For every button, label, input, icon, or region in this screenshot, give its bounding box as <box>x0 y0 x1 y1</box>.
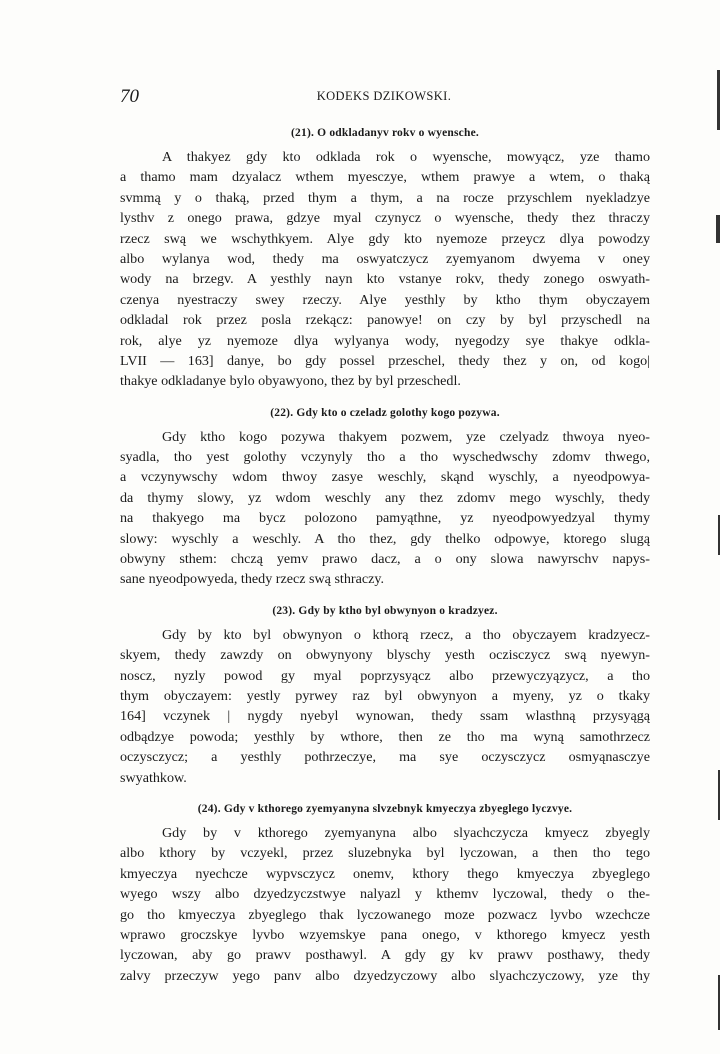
text-line: rzecz swą we wschythkyem. Alye gdy kto nyemoze przeycz dlya powodzy <box>120 230 650 247</box>
text-line: svmmą y o thaką, przed thym a thym, a na rocze przyschlem nyekladzye <box>120 189 650 206</box>
text-line: wprawo groczskye lyvbo wzyemskye pana onego, v kthorego kmyecz yesth <box>120 926 650 943</box>
text-line: A thakyez gdy kto odklada rok o wyensche, mowyącz, yze thamo <box>162 149 650 165</box>
section-title: (23). Gdy by ktho byl obwynyon o kradzyez. <box>272 604 498 617</box>
running-title: KODEKS DZIKOWSKI. <box>316 89 452 103</box>
page-header <box>120 86 648 108</box>
page-number: 70 <box>120 86 139 107</box>
text-line: slowy: wyschly a weschly. A tho thez, gdy thelko odpowye, ktorego slugą <box>120 530 650 547</box>
text-line: LVII — 163] danye, bo gdy possel przeschel, thedy thez y on, od kogo| <box>120 352 650 369</box>
text-line: albo wylanya wod, thedy ma oswyatczycz zyemyanom dwyema v oney <box>120 250 650 267</box>
text-line: thakye odkladanye bylo obyawyono, thez by byl przeschedl. <box>120 373 461 390</box>
text-line: odkladal rok przez posla rzekącz: panowye! on czy by byl przyschedl na <box>120 312 650 329</box>
text-line: a vczynywschy wdom thwoy zasye weschly, skąnd wyschly, a nyeodpowya- <box>120 469 650 486</box>
text-line: na thakyego ma bycz polozono pamyąthne, yz nyeodpowyedzyal thymy <box>120 510 650 527</box>
text-line: thym obyczayem: yestly pyrwey raz byl obwynyon a myeny, yz o tkaky <box>120 687 650 704</box>
text-line: obwyny sthem: chczą yemv prawo dacz, a o ony slowa nawyrschv napys- <box>120 551 650 568</box>
scan-edge-mark <box>716 215 720 243</box>
text-line: go tho kmyeczya zbyeglego thak lyczowanego moze pozwacz lyvbo wzechcze <box>120 906 650 923</box>
text-line: Gdy by v kthorego zyemyanyna albo slyachczycza kmyecz zbyegly <box>162 824 650 841</box>
text-line: lysthv z onego prawa, gdzye myal czynycz o wyensche, thedy thez thraczy <box>120 210 650 227</box>
text-line: odbądzye powoda; yesthly by wthore, then ze tho ma wyną samothrzecz <box>120 728 650 745</box>
section-paragraph <box>120 147 650 392</box>
section-paragraph <box>120 427 650 590</box>
text-line: zalvy przeczyw yego panv albo dzyedzyczowy albo slyachczyczowy, yze thy <box>120 967 650 984</box>
text-line: czenya nyestraczy swey rzeczy. Alye yesthly by ktho thym obyczayem <box>120 291 650 308</box>
text-line: swyathkow. <box>120 769 187 786</box>
text-line: wyego wszy albo dzyedzyczstwye nalyazl y kthemv lyczowal, thedy o the- <box>120 886 650 903</box>
text-line: lyczowan, aby go prawv posthawyl. A gdy gy kv prawv posthawy, thedy <box>120 947 650 964</box>
section-title: (21). O odkladanyv rokv o wyensche. <box>291 127 479 139</box>
text-line: oczysczycz; a yesthly pothrzeczye, ma sye oczysczycz osmyąnasczye <box>120 749 650 766</box>
text-line: Gdy ktho kogo pozywa thakyem pozwem, yze czelyadz thwoya nyeo- <box>162 428 650 445</box>
text-line: a thamo mam dzyalacz wthem myesczye, wthem prawye a wtem, o thaką <box>120 169 650 186</box>
section-title: (24). Gdy v kthorego zyemyanyna slvzebnyk kmyeczya zbyeglego lyczvye. <box>197 802 573 815</box>
text-line: Gdy by kto byl obwynyon o kthorą rzecz, a tho obyczayem kradzyecz- <box>162 626 650 643</box>
text-line: kmyeczya nyechcze wypvsczycz onemv, kthory thego kmyeczya zbyeglego <box>120 865 650 882</box>
section-title: (22). Gdy kto o czeladz golothy kogo pozywa. <box>270 406 500 419</box>
section-paragraph <box>120 625 650 788</box>
text-line: da thymy slowy, yz wdom weschly any thez zdomv mego wyschly, thedy <box>120 489 650 506</box>
page-body <box>120 124 650 986</box>
text-line: 164] vczynek | nygdy nyebyl wynowan, thedy ssam wlasthną przysyągą <box>120 708 650 725</box>
text-line: albo kthory by vczyekl, przez sluzebnyka byl lyczowan, a then tho tego <box>120 845 650 862</box>
text-line: sane nyeodpowyeda, thedy rzecz swą sthraczy. <box>120 571 385 588</box>
text-line: noscz, nyzly powod gy myal poprzysyącz albo przewyczyązycz, a tho <box>120 667 650 684</box>
text-line: wody na brzegv. A yesthly nayn kto vstanye rokv, thedy zonego oswyath- <box>120 271 650 288</box>
text-line: skyem, thedy zawzdy on obwynyony blyschy yesth oczisczycz swą nyewyn- <box>120 647 650 664</box>
text-line: rok, alye yz nyemoze dlya wylyanya wody, nyegodzy sye thakye odkla- <box>120 332 650 349</box>
section-paragraph <box>120 823 650 986</box>
text-line: syadla, tho yest golothy vczynyly tho a tho wyschedwschy zdomv thwego, <box>120 449 650 466</box>
